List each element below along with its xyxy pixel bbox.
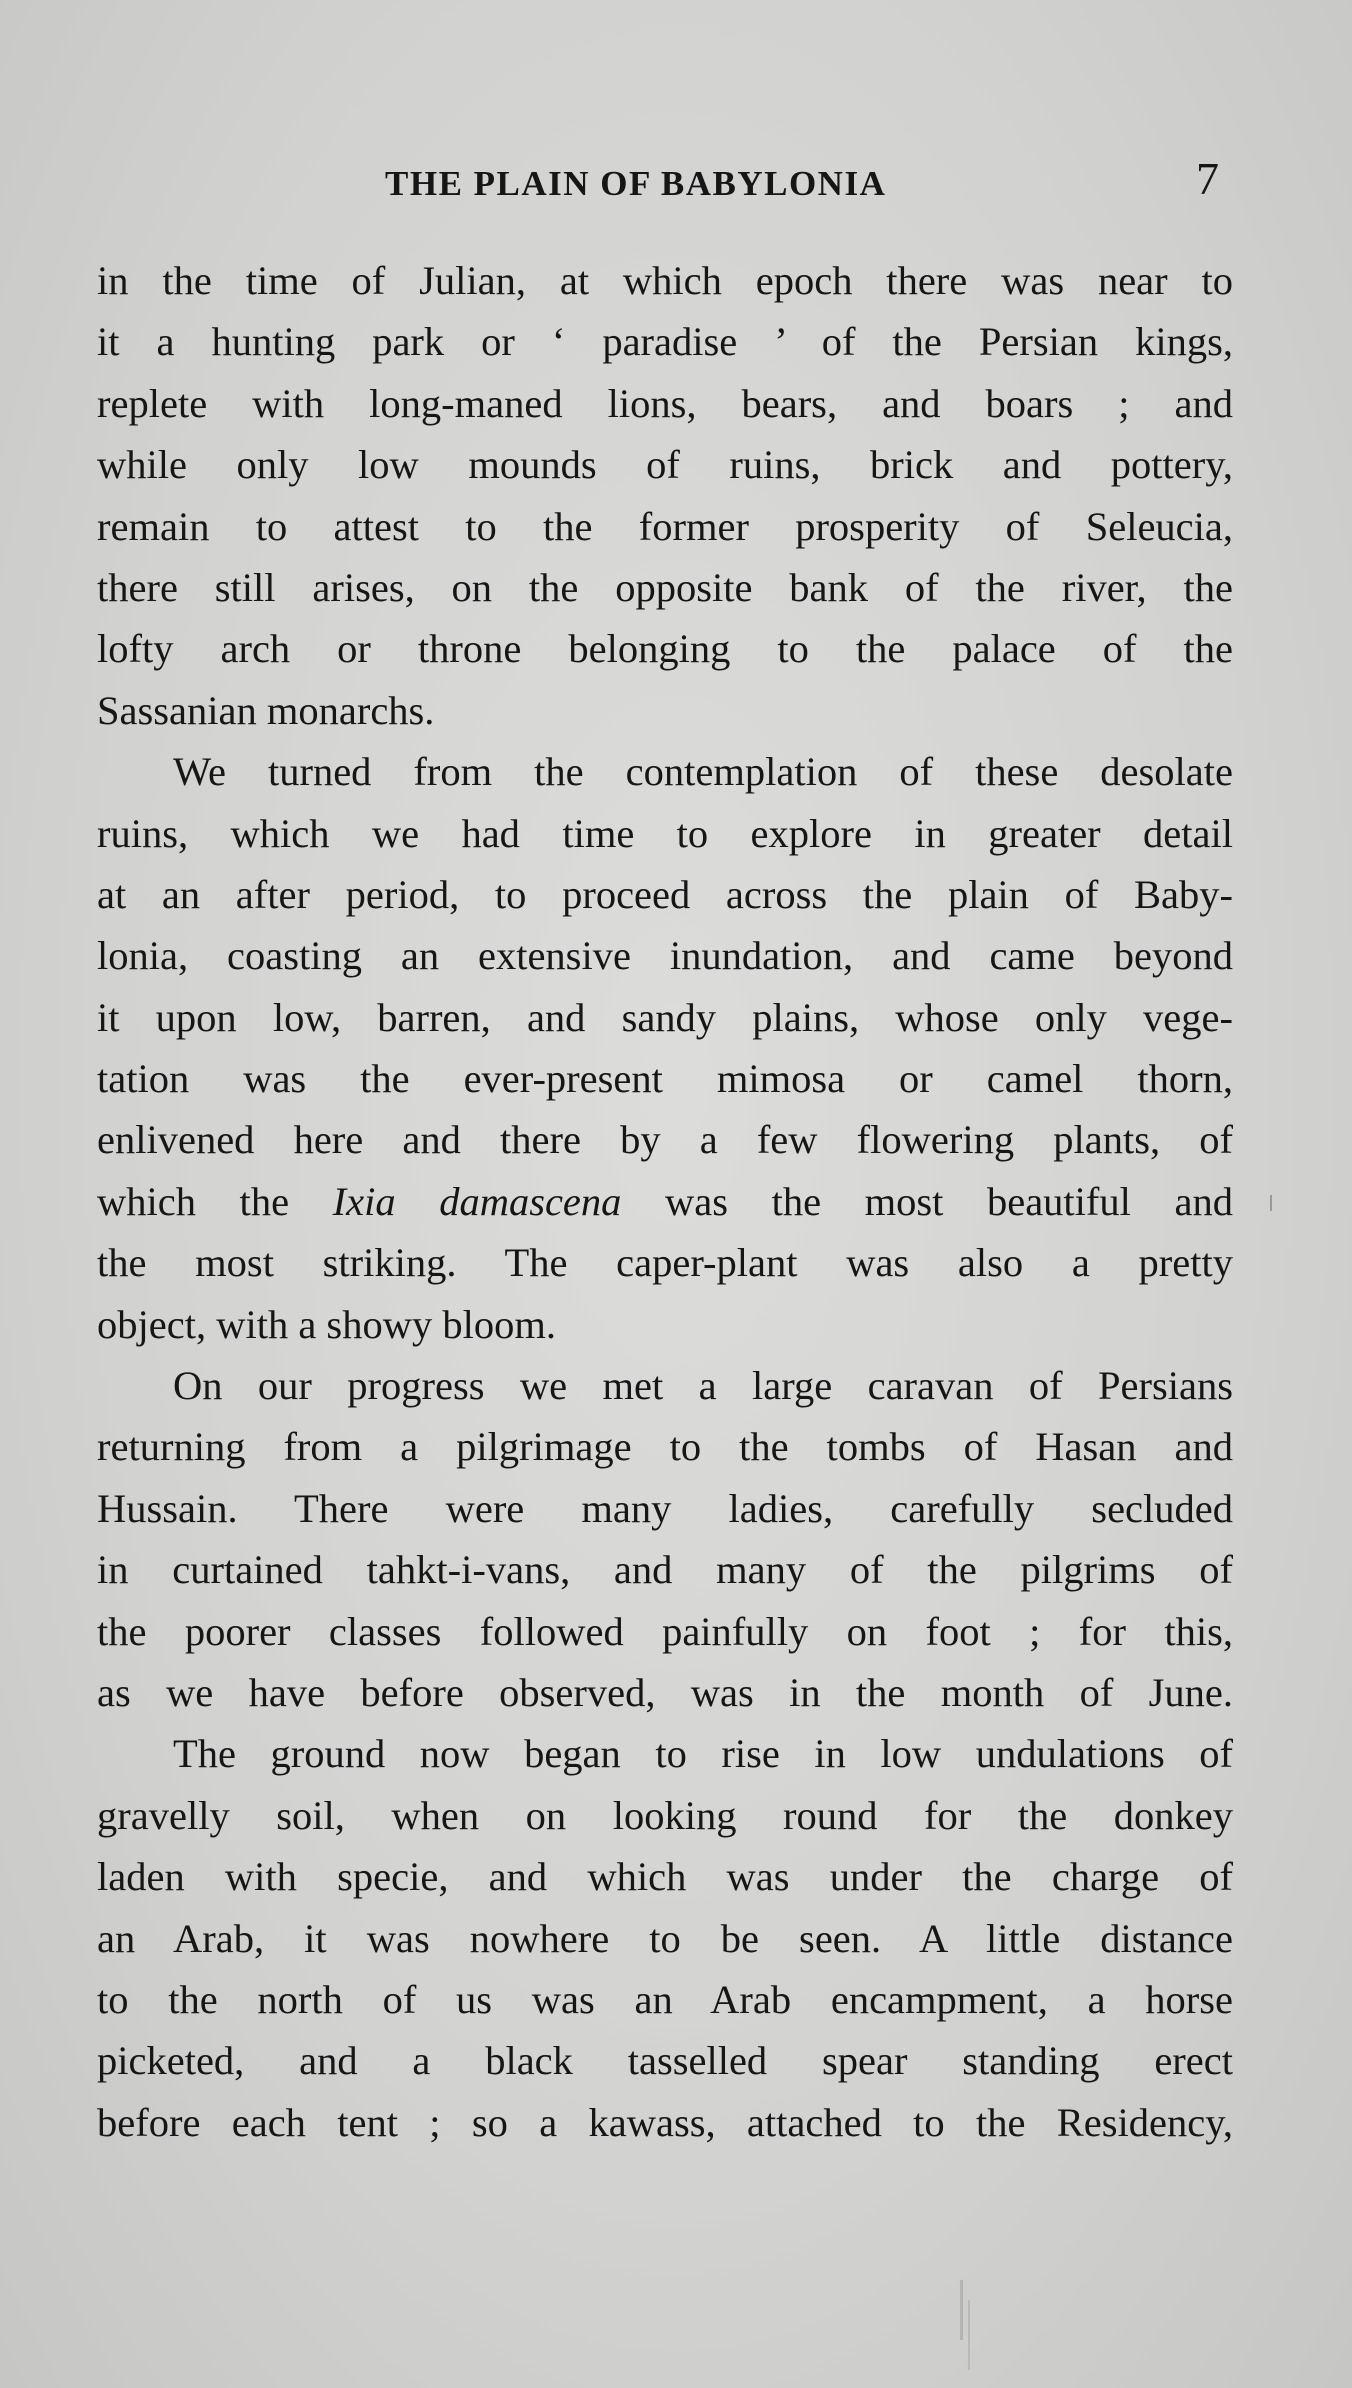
scan-speck [1270, 1195, 1272, 1211]
text-line: while only low mounds of ruins, brick and pottery, [97, 442, 1233, 488]
text-line: Hussain. There were many ladies, carefully secluded [97, 1485, 1233, 1531]
running-head: THE PLAIN OF BABYLONIA [385, 164, 887, 203]
text-line: it a hunting park or ‘ paradise ’ of the Persian kings, [97, 319, 1233, 365]
text-line: ruins, which we had time to explore in greater detail [97, 810, 1233, 856]
paragraph-first-line: On our progress we met a large caravan of Persians [173, 1363, 1233, 1409]
text-line: an Arab, it was nowhere to be seen. A little distance [97, 1915, 1233, 1961]
text-line: replete with long-maned lions, bears, and boars ; and [97, 380, 1233, 426]
text-segment: which the [97, 1178, 333, 1224]
page-number: 7 [1196, 153, 1219, 204]
text-line: it upon low, barren, and sandy plains, whose only vege- [97, 994, 1233, 1040]
text-line-with-italic [97, 1171, 1233, 1232]
text-line: the poorer classes followed painfully on foot ; for this, [97, 1608, 1233, 1654]
text-line: in curtained tahkt-i-vans, and many of the pilgrims of [97, 1547, 1233, 1593]
italic-species-name: Ixia damascena [332, 1178, 622, 1224]
text-line: laden with specie, and which was under the charge of [97, 1854, 1233, 1900]
text-line: as we have before observed, was in the month of June. [97, 1669, 1233, 1715]
text-line: tation was the ever-present mimosa or camel thorn, [97, 1056, 1233, 1102]
text-line: the most striking. The caper-plant was also a pretty [97, 1240, 1233, 1286]
text-line: enlivened here and there by a few flowering plants, of [97, 1117, 1233, 1163]
scan-speck [960, 2280, 963, 2340]
text-line: gravelly soil, when on looking round for the donkey [97, 1792, 1233, 1838]
text-line: to the north of us was an Arab encampment, a horse [97, 1976, 1233, 2022]
text-line: picketed, and a black tasselled spear standing erect [97, 2038, 1233, 2084]
text-line: remain to attest to the former prosperity of Seleucia, [97, 503, 1233, 549]
paragraph-first-line: The ground now began to rise in low undulations of [173, 1731, 1233, 1777]
text-line: lofty arch or throne belonging to the palace of the [97, 626, 1233, 672]
text-line: in the time of Julian, at which epoch there was near to [97, 258, 1233, 303]
text-line: lonia, coasting an extensive inundation, and came beyond [97, 933, 1233, 979]
text-line: Sassanian monarchs. [97, 687, 435, 733]
scan-speck [968, 2300, 970, 2370]
text-line: at an after period, to proceed across the plain of Baby- [97, 871, 1233, 917]
text-line: returning from a pilgrimage to the tombs of Hasan and [97, 1424, 1233, 1470]
page-header [0, 153, 1352, 208]
paragraph-first-line: We turned from the contemplation of these desolate [173, 749, 1233, 795]
body-text [97, 250, 1233, 2153]
text-line: before each tent ; so a kawass, attached to the Residency, [97, 2099, 1233, 2145]
text-segment: was the most beautiful and [621, 1178, 1233, 1224]
text-line: object, with a showy bloom. [97, 1301, 556, 1347]
text-line: there still arises, on the opposite bank of the river, the [97, 564, 1233, 610]
